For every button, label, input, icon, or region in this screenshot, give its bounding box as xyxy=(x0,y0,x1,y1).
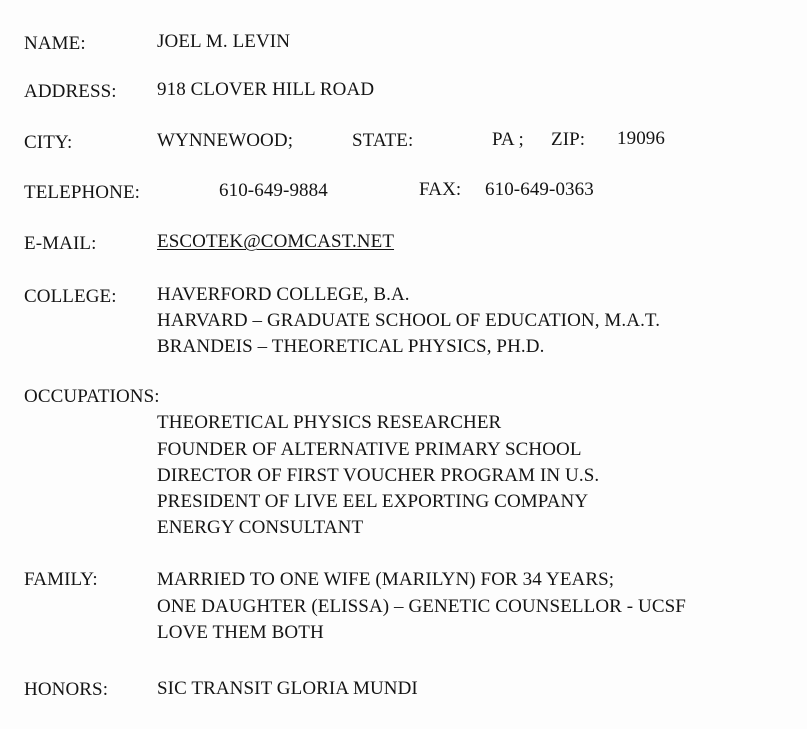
family-item: LOVE THEM BOTH xyxy=(157,622,324,643)
family-item: ONE DAUGHTER (ELISSA) – GENETIC COUNSELLOR - UCSF xyxy=(157,596,686,617)
family-item: MARRIED TO ONE WIFE (MARILYN) FOR 34 YEARS; xyxy=(157,569,615,590)
college-item: BRANDEIS – THEORETICAL PHYSICS, PH.D. xyxy=(157,336,545,357)
college-item: HAVERFORD COLLEGE, B.A. xyxy=(157,284,410,305)
occupation-item: FOUNDER OF ALTERNATIVE PRIMARY SCHOOL xyxy=(157,439,582,460)
occupations-label: OCCUPATIONS: xyxy=(24,386,160,407)
family-label: FAMILY: xyxy=(24,569,98,590)
occupation-item: THEORETICAL PHYSICS RESEARCHER xyxy=(157,412,502,433)
telephone-value: 610-649-9884 xyxy=(219,180,328,201)
fax-label: FAX: xyxy=(419,179,462,200)
name-value: JOEL M. LEVIN xyxy=(157,31,291,52)
fax-value: 610-649-0363 xyxy=(485,179,594,200)
college-item: HARVARD – GRADUATE SCHOOL OF EDUCATION, M.A.T. xyxy=(157,310,661,331)
honors-label: HONORS: xyxy=(24,679,109,700)
email-link[interactable]: ESCOTEK@COMCAST.NET xyxy=(157,231,395,252)
zip-label: ZIP: xyxy=(551,129,586,150)
email-label: E-MAIL: xyxy=(24,233,97,254)
zip-value: 19096 xyxy=(617,128,665,149)
occupation-item: ENERGY CONSULTANT xyxy=(157,517,364,538)
college-label: COLLEGE: xyxy=(24,286,117,307)
city-value: WYNNEWOOD; xyxy=(157,130,294,151)
address-value: 918 CLOVER HILL ROAD xyxy=(157,79,375,100)
telephone-label: TELEPHONE: xyxy=(24,182,141,203)
address-label: ADDRESS: xyxy=(24,81,117,102)
city-label: CITY: xyxy=(24,132,73,153)
occupation-item: PRESIDENT OF LIVE EEL EXPORTING COMPANY xyxy=(157,491,589,512)
honors-value: SIC TRANSIT GLORIA MUNDI xyxy=(157,678,418,699)
state-value: PA ; xyxy=(492,129,524,150)
name-label: NAME: xyxy=(24,33,86,54)
occupation-item: DIRECTOR OF FIRST VOUCHER PROGRAM IN U.S. xyxy=(157,465,600,486)
state-label: STATE: xyxy=(352,130,414,151)
